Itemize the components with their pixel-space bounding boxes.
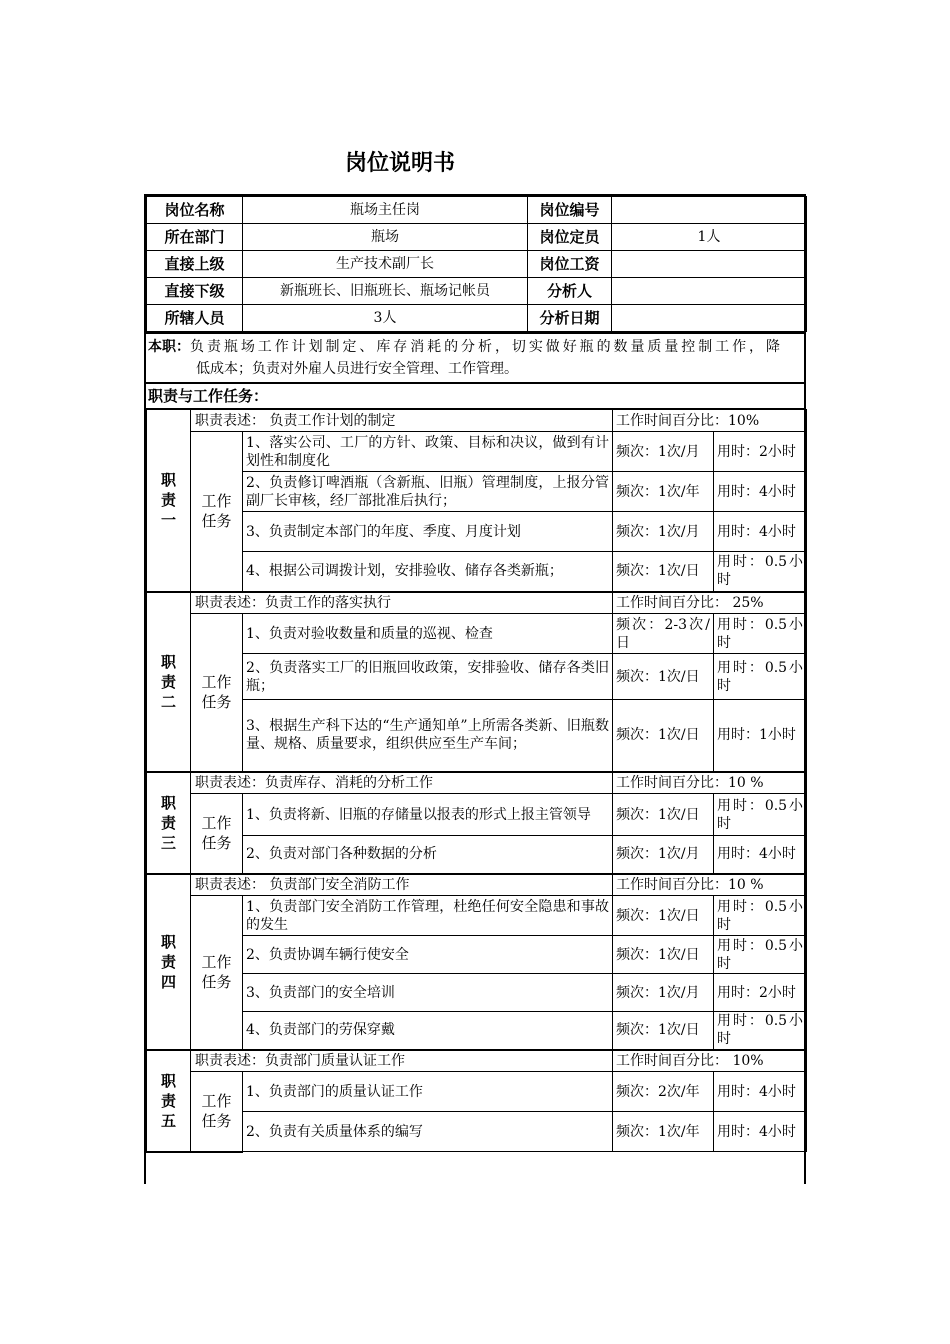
task-duration: 用时：2小时 [714,974,807,1012]
task-frequency: 频次：1次/月 [613,836,714,874]
duty-label-char: 职 [160,652,176,671]
duty-label-char: 二 [160,692,176,711]
duty-statement: 职责表述：负责库存、消耗的分析工作 [191,772,613,794]
task-label-line: 任务 [201,1112,232,1131]
summary-label: 本职： [148,339,190,355]
task-row [147,1112,807,1152]
position-name-label: 岗位名称 [147,197,243,224]
task-text: 1、负责部门的质量认证工作 [243,1072,613,1112]
duty-label-char: 责 [160,491,176,510]
task-text: 3、负责部门的安全培训 [243,974,613,1012]
header-row [147,197,807,224]
duty-label-char: 一 [160,511,176,530]
task-text: 1、负责对验收数量和质量的巡视、检查 [243,614,613,654]
task-row [147,654,807,700]
staff-value: 3人 [243,305,528,332]
task-duration: 用时：0.5小时 [714,896,807,936]
task-label-line: 工作 [201,953,232,972]
subordinate-label: 直接下级 [147,278,243,305]
task-row [147,794,807,836]
position-name-value: 瓶场主任岗 [243,197,528,224]
task-row [147,700,807,772]
task-frequency: 频次：1次/日 [613,1012,714,1050]
task-text: 4、根据公司调拨计划，安排验收、储存各类新瓶； [243,552,613,592]
task-duration: 用时：4小时 [714,836,807,874]
task-label-line: 任务 [201,512,232,531]
duty-label-char: 职 [160,1071,176,1090]
task-row [147,974,807,1012]
department-value: 瓶场 [243,224,528,251]
department-label: 所在部门 [147,224,243,251]
task-frequency: 频次：1次/日 [613,896,714,936]
task-text: 1、落实公司、工厂的方针、政策、目标和决议，做到有计划性和制度化 [243,432,613,472]
analysis-date-value [612,305,807,332]
task-label [191,794,243,874]
summary-section [146,332,804,384]
task-frequency: 频次：1次/年 [613,472,714,512]
task-row [147,432,807,472]
duty-label-char: 四 [160,972,176,991]
position-code-label: 岗位编号 [528,197,612,224]
task-duration: 用时：4小时 [714,472,807,512]
task-row [147,614,807,654]
duty-time-percent: 工作时间百分比： 25% [613,592,807,614]
task-duration: 用时：0.5小时 [714,614,807,654]
task-frequency: 频次：1次/年 [613,1112,714,1152]
duty-time-percent: 工作时间百分比：10 % [613,874,807,896]
position-code-value [612,197,807,224]
header-row [147,278,807,305]
duty-statement-row [147,874,807,896]
duty-statement-row [147,1050,807,1072]
duty-label-char: 责 [160,813,176,832]
page-title: 岗位说明书 [344,151,455,176]
task-duration: 用时：1小时 [714,700,807,772]
header-row [147,224,807,251]
task-frequency: 频次：1次/月 [613,512,714,552]
task-duration: 用时：0.5小时 [714,552,807,592]
task-duration: 用时：4小时 [714,512,807,552]
analysis-date-label: 分析日期 [528,305,612,332]
task-label-line: 工作 [201,492,232,511]
task-frequency: 频次：1次/日 [613,700,714,772]
task-row [147,472,807,512]
task-frequency: 频次：1次/日 [613,936,714,974]
duty-statement-row [147,772,807,794]
task-frequency: 频次：2次/年 [613,1072,714,1112]
duty-label-char: 五 [160,1111,176,1130]
duty-statement: 职责表述：负责工作的落实执行 [191,592,613,614]
task-text: 3、根据生产科下达的“生产通知单”上所需各类新、旧瓶数量、规格、质量要求，组织供应至生产车间； [243,700,613,772]
task-row [147,836,807,874]
quota-value: 1人 [612,224,807,251]
task-duration: 用时：0.5小时 [714,794,807,836]
task-label-line: 任务 [201,834,232,853]
duty-label [147,1050,191,1152]
subordinate-value: 新瓶班长、旧瓶班长、瓶场记帐员 [243,278,528,305]
task-text: 4、负责部门的劳保穿戴 [243,1012,613,1050]
duties-table [146,409,807,1153]
header-table [146,196,807,332]
analyst-label: 分析人 [528,278,612,305]
duty-label-char: 责 [160,952,176,971]
task-text: 2、负责落实工厂的旧瓶回收政策，安排验收、储存各类旧瓶； [243,654,613,700]
duty-label-char: 责 [160,1091,176,1110]
duty-time-percent: 工作时间百分比：10% [613,410,807,432]
staff-label: 所辖人员 [147,305,243,332]
task-label [191,432,243,592]
task-duration: 用时：0.5小时 [714,1012,807,1050]
task-duration: 用时：4小时 [714,1072,807,1112]
task-label-line: 工作 [201,673,232,692]
duty-label-char: 职 [160,471,176,490]
task-text: 1、负责部门安全消防工作管理，杜绝任何安全隐患和事故的发生 [243,896,613,936]
task-label-line: 任务 [201,693,232,712]
task-duration: 用时：0.5小时 [714,936,807,974]
duty-time-percent: 工作时间百分比：10 % [613,772,807,794]
duty-label [147,772,191,874]
duty-statement: 职责表述： 负责部门安全消防工作 [191,874,613,896]
duty-label-char: 职 [160,793,176,812]
task-text: 1、负责将新、旧瓶的存储量以报表的形式上报主管领导 [243,794,613,836]
analyst-value [612,278,807,305]
task-row [147,1012,807,1050]
task-row [147,512,807,552]
task-duration: 用时：2小时 [714,432,807,472]
duty-label [147,874,191,1050]
job-description-form [144,194,806,1184]
duty-label-char: 责 [160,672,176,691]
salary-value [612,251,807,278]
task-row [147,552,807,592]
task-label-line: 任务 [201,973,232,992]
duty-time-percent: 工作时间百分比： 10% [613,1050,807,1072]
summary-line-2: 低成本；负责对外雇人员进行安全管理、工作管理。 [196,361,518,377]
task-frequency: 频次：1次/日 [613,552,714,592]
duty-label [147,592,191,772]
superior-value: 生产技术副厂长 [243,251,528,278]
duty-statement: 职责表述：负责部门质量认证工作 [191,1050,613,1072]
task-text: 3、负责制定本部门的年度、季度、月度计划 [243,512,613,552]
quota-label: 岗位定员 [528,224,612,251]
salary-label: 岗位工资 [528,251,612,278]
task-duration: 用时：0.5小时 [714,654,807,700]
task-text: 2、负责协调车辆行使安全 [243,936,613,974]
duty-statement-row [147,410,807,432]
task-label [191,614,243,772]
duty-label [147,410,191,592]
task-frequency: 频次：1次/月 [613,432,714,472]
summary-line-1: 负责瓶场工作计划制定、库存消耗的分析，切实做好瓶的数量质量控制工作，降 [190,339,780,355]
task-label-line: 工作 [201,814,232,833]
header-row [147,251,807,278]
task-frequency: 频次：1次/日 [613,794,714,836]
task-text: 2、负责对部门各种数据的分析 [243,836,613,874]
task-duration: 用时：4小时 [714,1112,807,1152]
task-label [191,1072,243,1152]
task-row [147,896,807,936]
task-frequency: 频次：2-3次/日 [613,614,714,654]
task-frequency: 频次：1次/月 [613,974,714,1012]
superior-label: 直接上级 [147,251,243,278]
task-text: 2、负责有关质量体系的编写 [243,1112,613,1152]
duty-statement-row [147,592,807,614]
task-row [147,936,807,974]
duty-label-char: 三 [160,833,176,852]
duty-label-char: 职 [160,932,176,951]
task-text: 2、负责修订啤酒瓶（含新瓶、旧瓶）管理制度，上报分管副厂长审核，经厂部批准后执行； [243,472,613,512]
duties-heading: 职责与工作任务： [146,384,804,409]
task-label-line: 工作 [201,1092,232,1111]
header-row [147,305,807,332]
duty-statement: 职责表述： 负责工作计划的制定 [191,410,613,432]
task-label [191,896,243,1050]
task-row [147,1072,807,1112]
task-frequency: 频次：1次/日 [613,654,714,700]
